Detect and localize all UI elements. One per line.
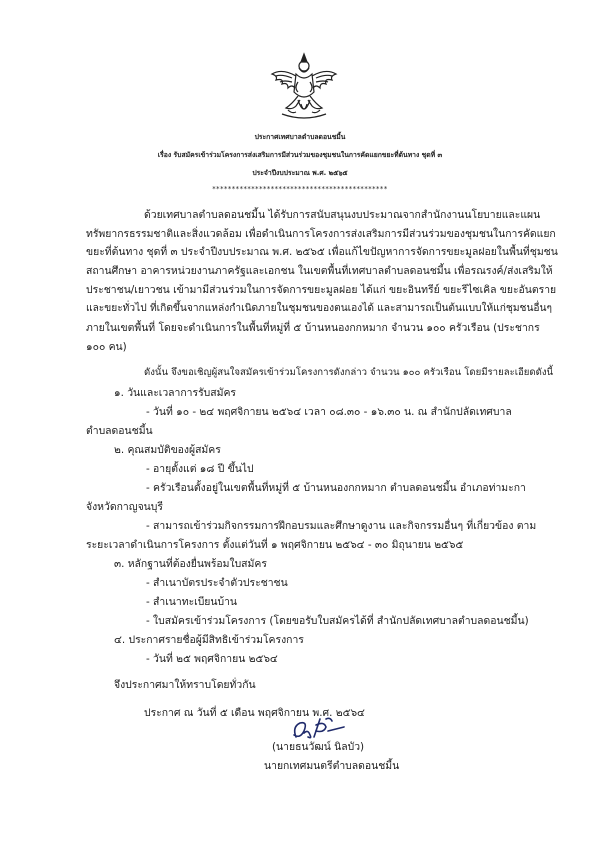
intro-line-7: ภายในเขตพื้นที่ โดยจะดำเนินการในพื้นที่หมู่ที่ ๕ บ้านหนองกกหมาก จำนวน ๑๐๐ ครัวเรือน (ประชากร [86,322,540,334]
section-1-title: ๑. วันและเวลาการรับสมัคร [114,387,236,399]
section-2-item-3-line-1: - สามารถเข้าร่วมกิจกรรมการฝึกอบรมและศึกษาดูงาน และกิจกรรมอื่นๆ ที่เกี่ยวข้อง ตาม [146,520,537,532]
intro-line-2: ทรัพยากรธรรมชาติและสิ่งแวดล้อม เพื่อดำเนินการโครงการส่งเสริมการมีส่วนร่วมของชุมชนในการคัดแยก [86,228,556,240]
garuda-emblem-icon [268,52,340,122]
header-subject-line1: เรื่อง รับสมัครเข้าร่วมโครงการส่งเสริมการมีส่วนร่วมของชุมชนในการคัดแยกขยะที่ต้นทาง ชุดที่ ๓ [157,151,443,159]
section-3-item-3: - ใบสมัครเข้าร่วมโครงการ (โดยขอรับใบสมัครได้ที่ สำนักปลัดเทศบาลตำบลดอนชมี้น) [146,615,529,627]
intro-line-8: ๑๐๐ คน) [86,341,127,353]
section-3-item-2: - สำเนาทะเบียนบ้าน [146,596,238,608]
signer-name: (นายธนวัฒน์ นิลบัว) [272,741,365,753]
intro-line-6: และขยะทั่วไป ที่เกิดขึ้นจากแหล่งกำเนิดภายในชุมชนของตนเองได้ และสามารถเป็นต้นแบบให้แก่ชุมชนอื่นๆ [86,303,552,314]
section-2-item-1: - อายุตั้งแต่ ๑๘ ปี ขึ้นไป [146,463,254,475]
section-2-item-2-line-2: จังหวัดกาญจนบุรี [86,501,163,513]
section-2-item-3-line-2: ระยะเวลาดำเนินการโครงการ ตั้งแต่วันที่ ๑ พฤศจิกายน ๒๕๖๔ - ๓๐ มิถุนายน ๒๕๖๕ [86,539,464,551]
header-separator: ********************************************* [212,185,388,193]
section-2-item-2-line-1: - ครัวเรือนตั้งอยู่ในเขตพื้นที่หมู่ที่ ๕ บ้านหนองกกหมาก ตำบลดอนชมี้น อำเภอท่ามะกา [146,482,526,494]
intro-line-3: ขยะที่ต้นทาง ชุดที่ ๓ ประจำปีงบประมาณ พ.ศ. ๒๕๖๕ เพื่อแก้ไขปัญหาการจัดการขยะมูลฝอยในพื้นที่ชุมชน [86,246,558,258]
announce-date: ประกาศ ณ วันที่ ๕ เดือน พฤศจิกายน พ.ศ. ๒๕๖๔ [144,707,365,719]
intro-line-4: สถานศึกษา อาคารหน่วยงานภาครัฐและเอกชน ในเขตพื้นที่เทศบาลตำบลดอนชมี้น เพื่อรณรงค์/ส่งเสริมให้ [86,265,553,277]
closing-line: จึงประกาศมาให้ทราบโดยทั่วกัน [114,679,256,691]
header-subject-line2: ประจำปีงบประมาณ พ.ศ. ๒๕๖๕ [252,169,348,177]
section-3-item-1: - สำเนาบัตรประจำตัวประชาชน [146,577,288,589]
section-4-item-1: - วันที่ ๒๕ พฤศจิกายน ๒๕๖๔ [146,653,278,665]
section-2-title: ๒. คุณสมบัติของผู้สมัคร [114,444,221,456]
section-3-title: ๓. หลักฐานที่ต้องยื่นพร้อมใบสมัคร [114,558,267,570]
intro-line-5: ประชาชน/เยาวชน เข้ามามีส่วนร่วมในการจัดการขยะมูลฝอย ได้แก่ ขยะอินทรีย์ ขยะรีไซเคิล ขยะอันตราย [86,284,557,296]
intro-line-1: ด้วยเทศบาลตำบลดอนชมี้น ได้รับการสนับสนุนงบประมาณจากสำนักงานนโยบายและแผน [144,209,541,221]
invite-line: ดังนั้น จึงขอเชิญผู้สนใจสมัครเข้าร่วมโครงการดังกล่าว จำนวน ๑๐๐ ครัวเรือน โดยมีรายละเอียดดังนี้ [144,367,554,378]
section-1-item-1-line-2: ตำบลดอนชมี้น [86,425,153,437]
signer-title: นายกเทศมนตรีตำบลดอนชมี้น [264,760,400,772]
section-4-title: ๔. ประกาศรายชื่อผู้มีสิทธิเข้าร่วมโครงการ [114,634,304,646]
section-1-item-1-line-1: - วันที่ ๑๐ - ๒๔ พฤศจิกายน ๒๕๖๔ เวลา ๐๘.๓๐ - ๑๖.๓๐ น. ณ สำนักปลัดเทศบาล [146,406,512,418]
announcement-header [0,128,600,196]
header-org: ประกาศเทศบาลตำบลดอนชมี้น [254,133,346,141]
